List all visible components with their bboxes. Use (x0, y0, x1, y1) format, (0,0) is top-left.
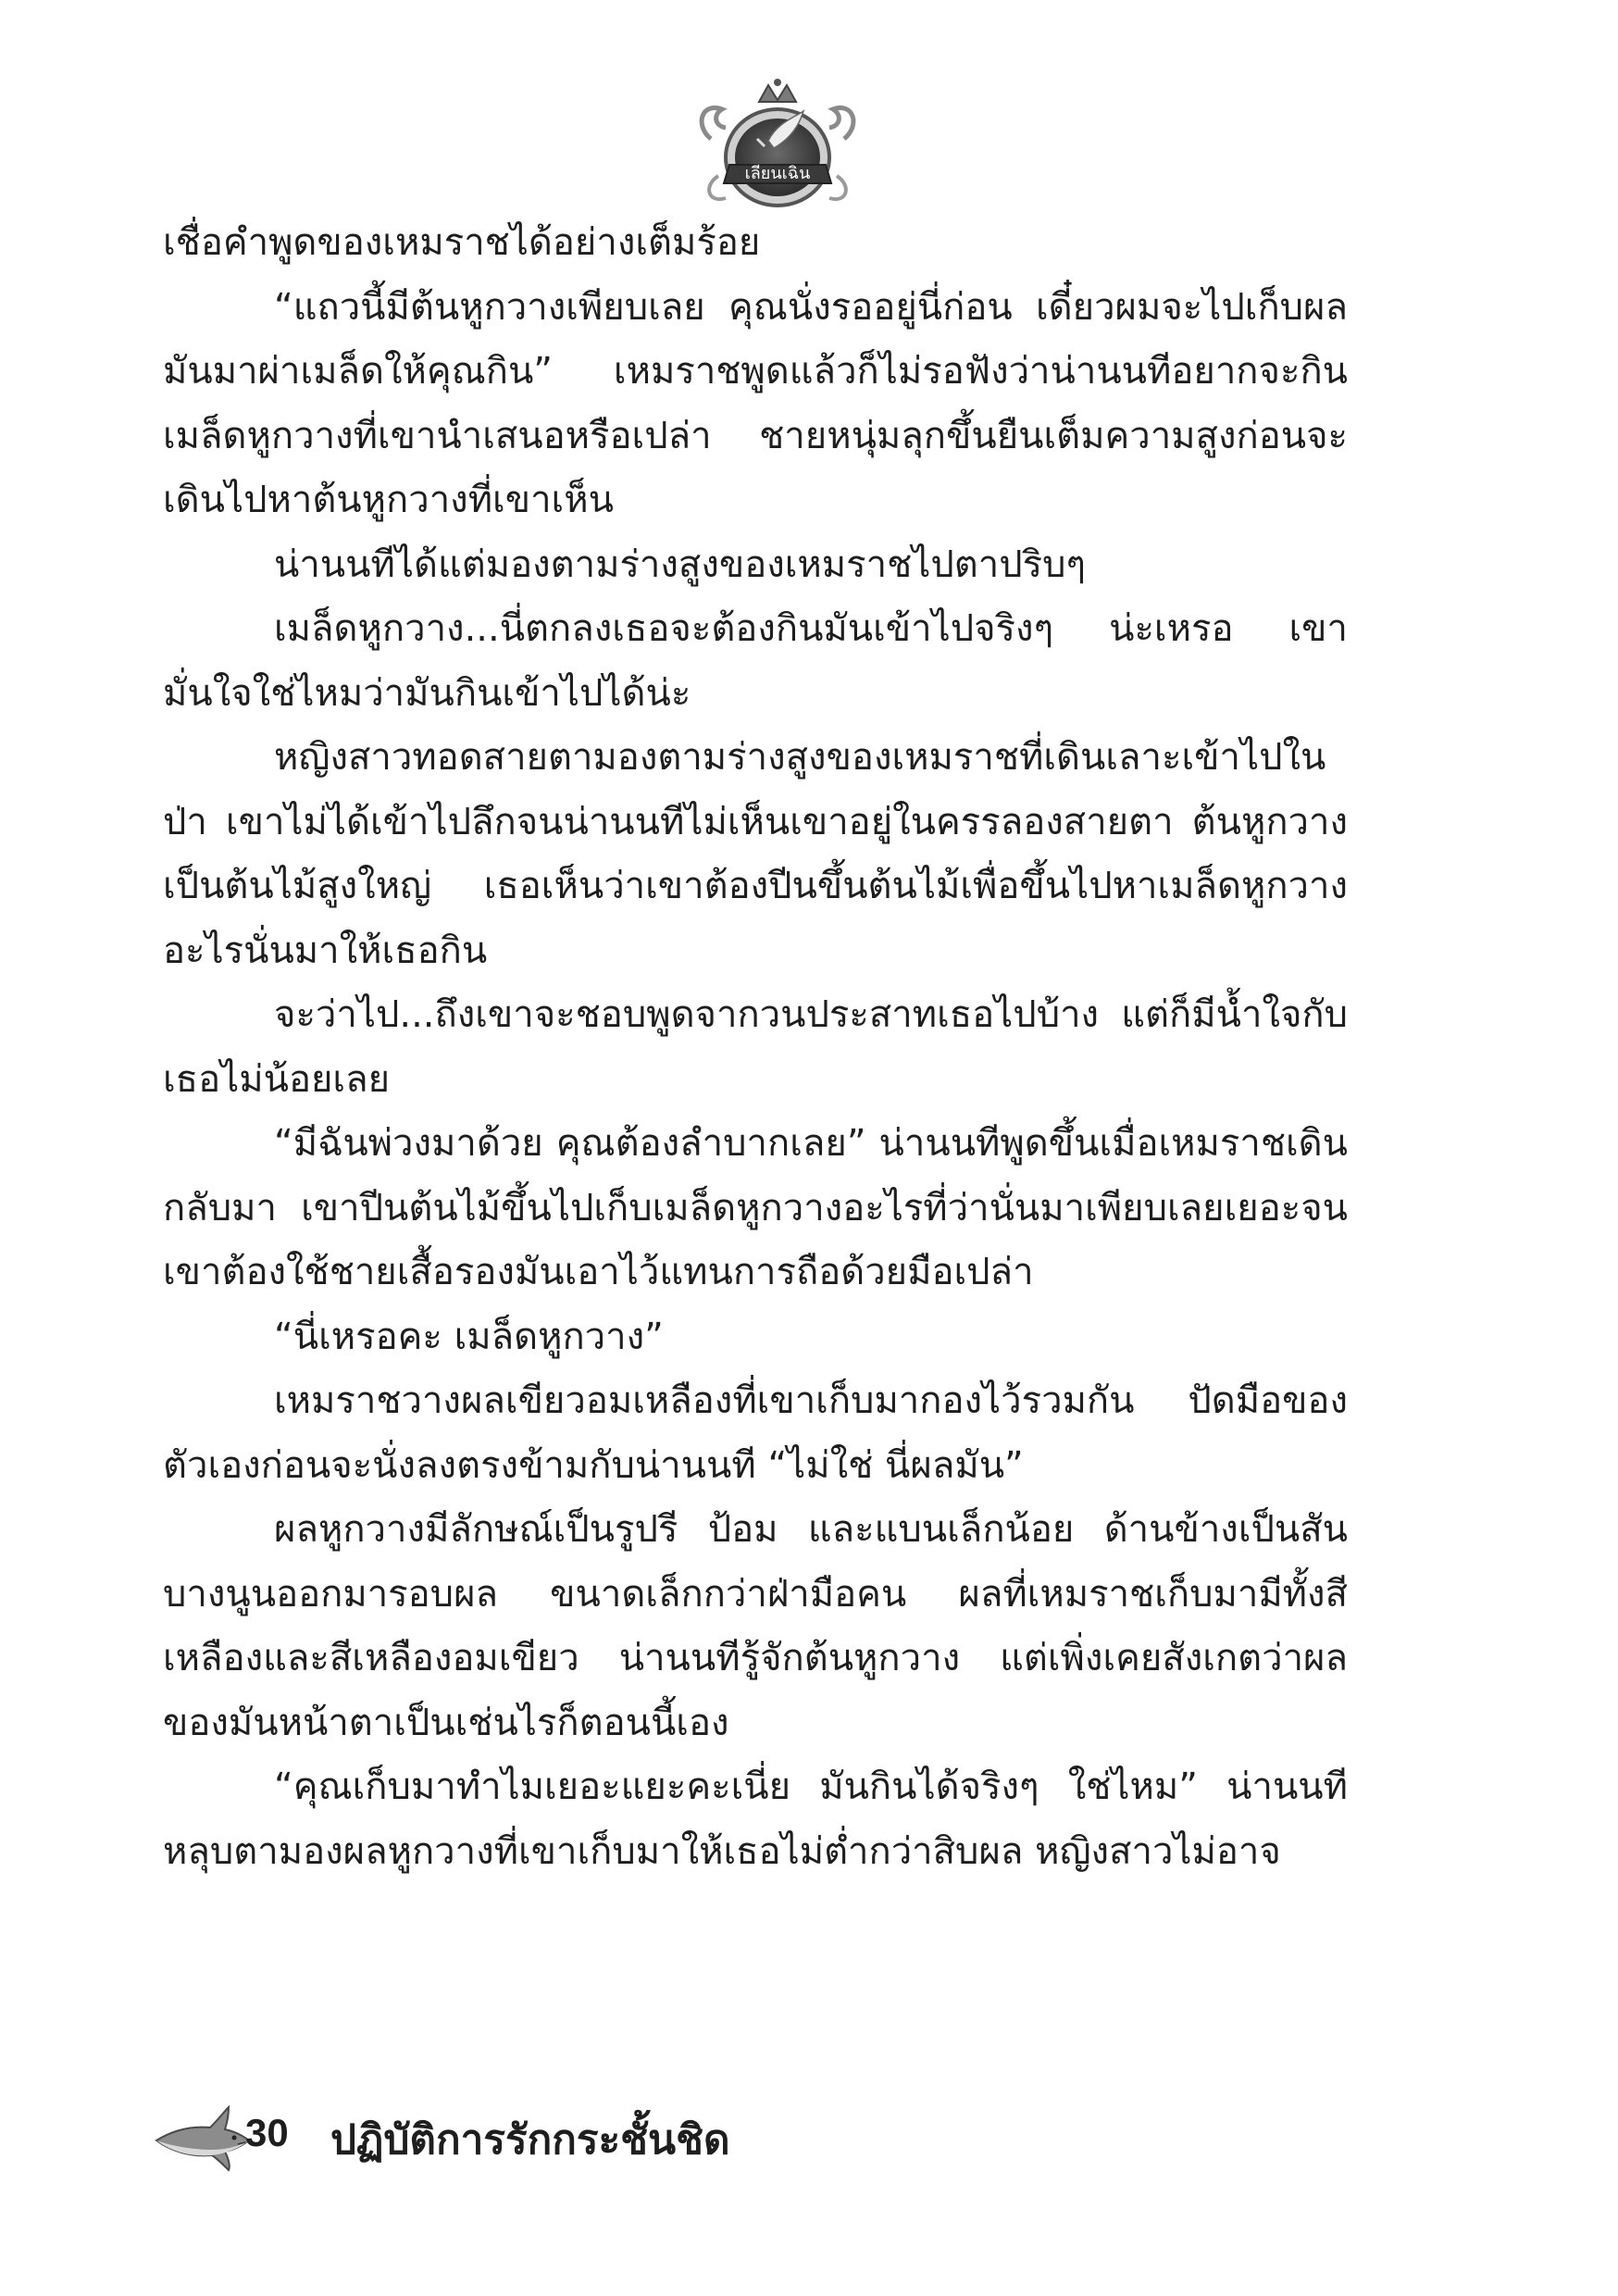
body-text (163, 211, 1348, 1884)
paragraph: ผลหูกวางมีลักษณ์เป็นรูปรี ป้อม และแบนเล็กน้อย ด้านข้างเป็นสันบางนูนออกมารอบผล ขนาดเล็กกว่าฝ่ามือคน ผลที่เหมราชเก็บมามีทั้งสีเหลืองและสีเหลืองอมเขียว น่านนทีรู้จักต้นหูกวาง แต่เพิ่งเคยสังเกตว่าผลของมันหน้าตาเป็นเช่นไรก็ตอนนี้เอง (163, 1508, 1348, 1744)
ornamental-crest-icon (685, 74, 870, 213)
header-emblem (685, 74, 870, 213)
paragraph: “แถวนี้มีต้นหูกวางเพียบเลย คุณนั่งรออยู่นี่ก่อน เดี๋ยวผมจะไปเก็บผลมันมาผ่าเมล็ดให้คุณกิน” เหมราชพูดแล้วก็ไม่รอฟังว่าน่านนทีอยากจะกินเมล็ดหูกวางที่เขานำเสนอหรือเปล่า ชายหนุ่มลุกขึ้นยืนเต็มความสูงก่อนจะเดินไปหาต้นหูกวางที่เขาเห็น (163, 285, 1348, 521)
book-title: ปฏิบัติการรักกระชั้นชิด (330, 2116, 730, 2164)
paragraph: น่านนทีได้แต่มองตามร่างสูงของเหมราชไปตาปริบๆ (274, 543, 1086, 586)
paragraph: จะว่าไป...ถึงเขาจะชอบพูดจากวนประสาทเธอไปบ้าง แต่ก็มีน้ำใจกับเธอไม่น้อยเลย (163, 993, 1348, 1101)
shark-icon (153, 2094, 255, 2177)
paragraph: เมล็ดหูกวาง...นี่ตกลงเธอจะต้องกินมันเข้าไปจริงๆ น่ะเหรอ เขามั่นใจใช่ไหมว่ามันกินเข้าไปได้น่ะ (163, 607, 1348, 715)
paragraph: “มีฉันพ่วงมาด้วย คุณต้องลำบากเลย” น่านนทีพูดขึ้นเมื่อเหมราชเดินกลับมา เขาปีนต้นไม้ขึ้นไปเก็บเมล็ดหูกวางอะไรที่ว่านั่นมาเพียบเลยเยอะจนเขาต้องใช้ชายเสื้อรองมันเอาไว้แทนการถือด้วยมือเปล่า (163, 1122, 1348, 1293)
paragraph: เหมราชวางผลเขียวอมเหลืองที่เขาเก็บมากองไว้รวมกัน ปัดมือของตัวเองก่อนจะนั่งลงตรงข้ามกับน่านนที “ไม่ใช่ นี่ผลมัน” (163, 1379, 1348, 1487)
page-number: 30 (245, 2111, 289, 2154)
emblem-text: เลียนเฉิน (744, 164, 811, 183)
paragraph: หญิงสาวทอดสายตามองตามร่างสูงของเหมราชที่เดินเลาะเข้าไปในป่า เขาไม่ได้เข้าไปลึกจนน่านนทีไม่เห็นเขาอยู่ในครรลองสายตา ต้นหูกวางเป็นต้นไม้สูงใหญ่ เธอเห็นว่าเขาต้องปีนขึ้นต้นไม้เพื่อขึ้นไปหาเมล็ดหูกวางอะไรนั่นมาให้เธอกิน (163, 736, 1348, 972)
paragraph: เชื่อคำพูดของเหมราชได้อย่างเต็มร้อย (163, 221, 761, 264)
paragraph: “คุณเก็บมาทำไมเยอะแยะคะเนี่ย มันกินได้จริงๆ ใช่ไหม” น่านนทีหลุบตามองผลหูกวางที่เขาเก็บมาให้เธอไม่ต่ำกว่าสิบผล หญิงสาวไม่อาจ (163, 1766, 1348, 1873)
paragraph: “นี่เหรอคะ เมล็ดหูกวาง” (274, 1315, 664, 1358)
page-footer (153, 2094, 986, 2177)
